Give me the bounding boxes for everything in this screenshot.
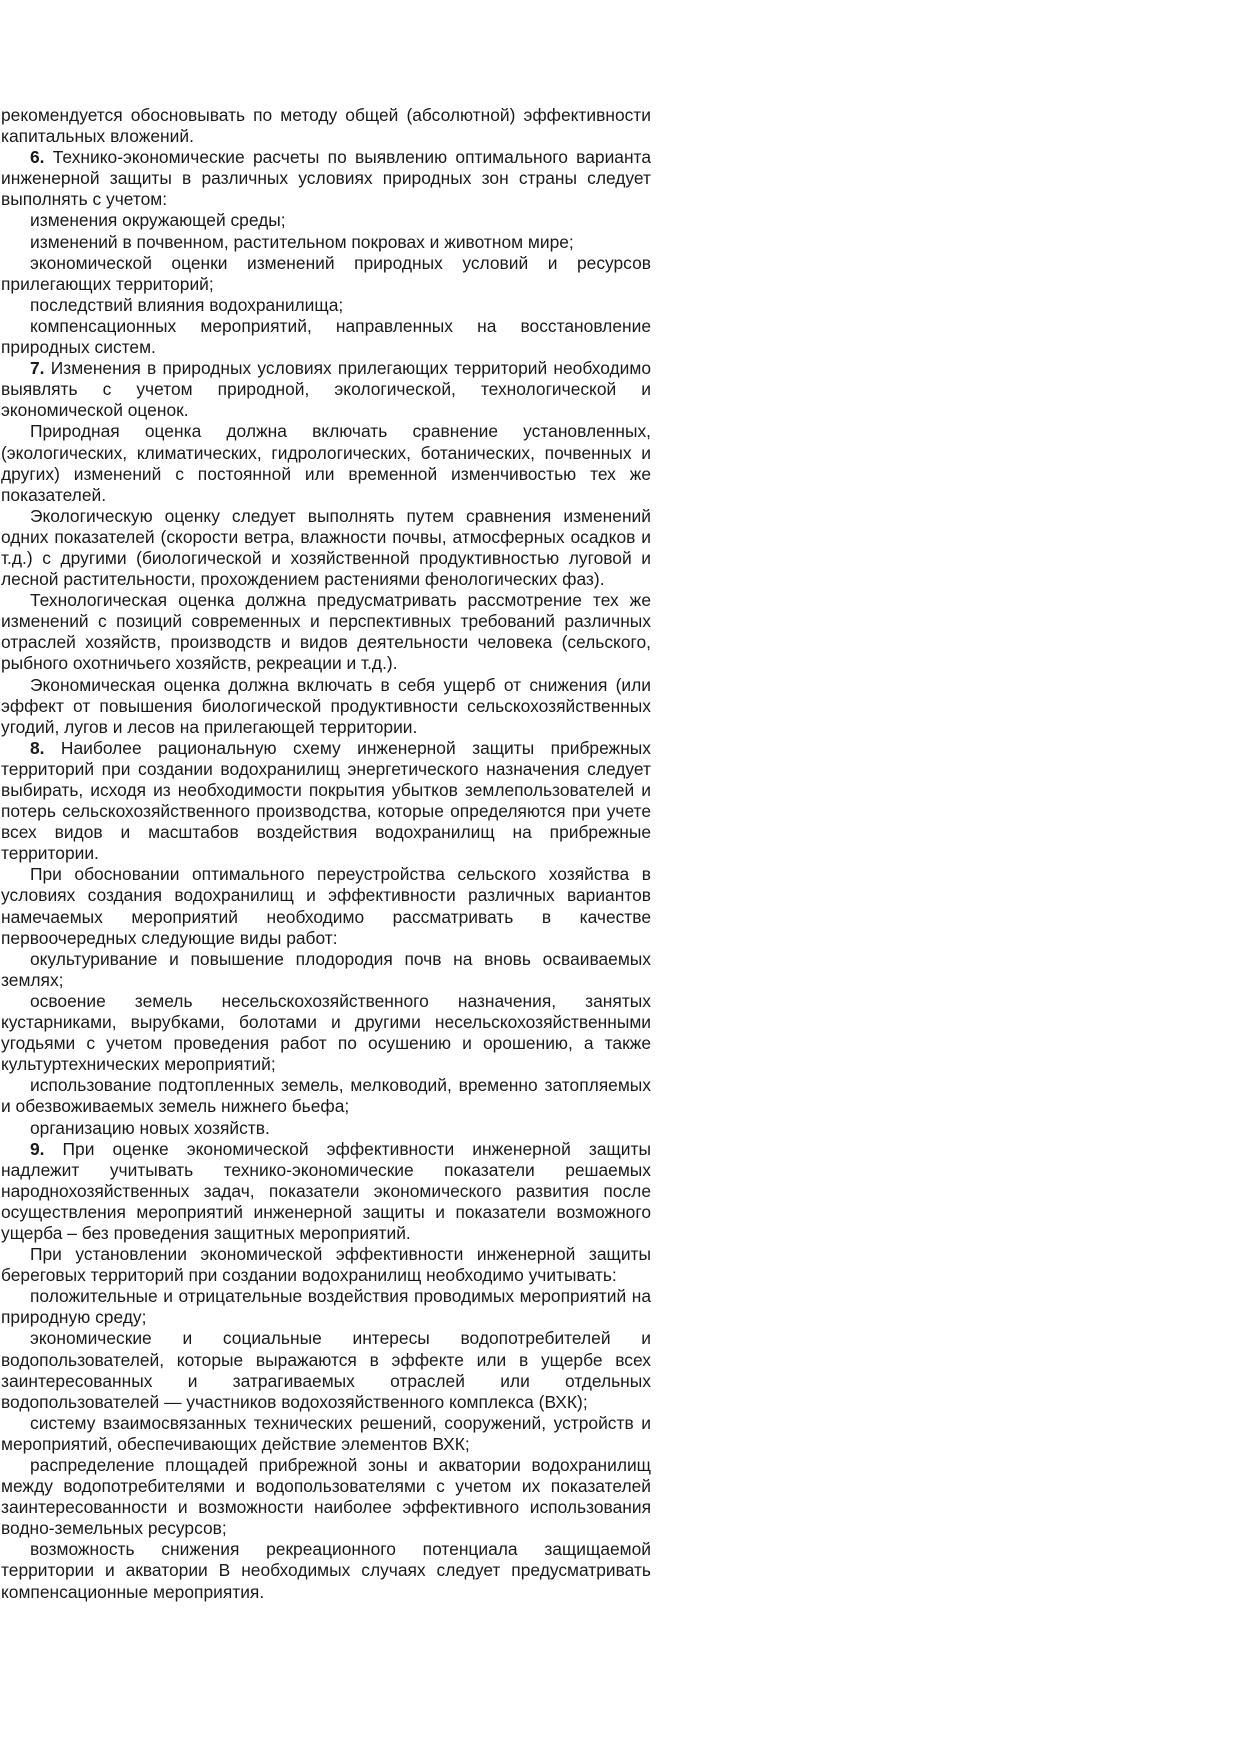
paragraph-text: изменений в почвенном, растительном покровах и животном мире; (30, 231, 574, 252)
paragraph-text: Экологическую оценку следует выполнять путем сравнения изменений одних показателей (скорости ветра, влажности почвы, атмосферных осадков и т.д.) с другими (биологической и хозяйственной продуктивностью луговой и лесной растительности, прохождением растениями фенологических фаз). (1, 505, 651, 590)
paragraph (1, 1244, 651, 1286)
clause-number: 6. (30, 147, 45, 168)
paragraph-text: использование подтопленных земель, мелководий, временно затопляемых и обезвоживаемых земель нижнего бьефа; (1, 1075, 651, 1117)
paragraph-text: возможность снижения рекреационного потенциала защищаемой территории и акватории В необходимых случаях следует предусматривать компенсационные мероприятия. (1, 1539, 651, 1602)
paragraph (1, 253, 651, 295)
paragraph-text: При обосновании оптимального переустройства сельского хозяйства в условиях создания водохранилищ и эффективности различных вариантов намечаемых мероприятий необходимо рассматривать в качестве первоочередных следующие виды работ: (1, 864, 651, 948)
paragraph (1, 147, 651, 210)
clause-number: 7. (30, 358, 45, 379)
paragraph (1, 295, 651, 316)
paragraph-text: последствий влияния водохранилища; (30, 294, 344, 315)
paragraph-text: экономические и социальные интересы водопотребителей и водопользователей, которые выражаются в эффекте или в ущербе всех заинтересованных и затрагиваемых отраслей или отдельных водопользователей — участников водохозяйственного комплекса (ВХК); (1, 1328, 651, 1412)
paragraph (1, 590, 651, 674)
paragraph (1, 1139, 651, 1244)
paragraph-text: Природная оценка должна включать сравнение установленных, (экологических, климатических, гидрологических, ботанических, почвенных и других) изменений с постоянной или временной изменчивостью тех же показателей. (1, 421, 651, 505)
paragraph-text: систему взаимосвязанных технических решений, сооружений, устройств и мероприятий, обеспечивающих действие элементов ВХК; (1, 1412, 651, 1454)
paragraph-text: Экономическая оценка должна включать в себя ущерб от снижения (или эффект от повышения биологической продуктивности сельскохозяйственных угодий, лугов и лесов на прилегающей территории. (1, 674, 651, 737)
paragraph (1, 358, 651, 421)
paragraph-text: Наиболее рациональную схему инженерной защиты прибрежных территорий при создании водохранилищ энергетического назначения следует выбирать, исходя из необходимости покрытия убытков землепользователей и потерь сельскохозяйственного производства, которые определяются при учете всех видов и масштабов воздействия водохранилищ на прибрежные территории. (1, 737, 651, 864)
clause-number: 8. (30, 737, 45, 758)
paragraph-text: Технико-экономические расчеты по выявлению оптимального варианта инженерной защиты в различных условиях природных зон страны следует выполнять с учетом: (1, 147, 651, 210)
paragraph (1, 1286, 651, 1328)
paragraph-text: экономической оценки изменений природных условий и ресурсов прилегающих территорий; (1, 252, 651, 294)
paragraph-text: распределение площадей прибрежной зоны и акватории водохранилищ между водопотребителями и водопользователями с учетом их показателей заинтересованности и возможности наиболее эффективного использования водно-земельных ресурсов; (1, 1455, 651, 1539)
paragraph-text: окультуривание и повышение плодородия почв на вновь осваиваемых землях; (1, 948, 651, 990)
paragraph (1, 1328, 651, 1412)
paragraph (1, 675, 651, 738)
paragraph-text: изменения окружающей среды; (30, 210, 286, 231)
paragraph-text: положительные и отрицательные воздействия проводимых мероприятий на природную среду; (1, 1286, 651, 1328)
paragraph-text: При установлении экономической эффективности инженерной защиты береговых территорий при создании водохранилищ необходимо учитывать: (1, 1244, 651, 1286)
paragraph (1, 1413, 651, 1455)
paragraph-text: Технологическая оценка должна предусматривать рассмотрение тех же изменений с позиций современных и перспективных требований различных отраслей хозяйств, производств и видов деятельности человека (сельского, рыбного охотничьего хозяйств, рекреации и т.д.). (1, 590, 651, 674)
paragraph (1, 864, 651, 948)
paragraph-text: рекомендуется обосновывать по методу общей (абсолютной) эффективности капитальных вложений. (1, 105, 651, 147)
paragraph (1, 738, 651, 865)
paragraph (1, 1455, 651, 1539)
paragraph-text: организацию новых хозяйств. (30, 1117, 270, 1138)
paragraph (1, 105, 651, 147)
paragraph (1, 421, 651, 505)
paragraph (1, 949, 651, 991)
paragraph (1, 1118, 651, 1139)
paragraph (1, 506, 651, 590)
paragraph (1, 1075, 651, 1117)
paragraph (1, 210, 651, 231)
paragraph-text: компенсационных мероприятий, направленных на восстановление природных систем. (1, 315, 651, 358)
paragraph (1, 1539, 651, 1602)
paragraph (1, 316, 651, 358)
paragraph-text: При оценке экономической эффективности инженерной защиты надлежит учитывать технико-экономические показатели решаемых народнохозяйственных задач, показатели экономического развития после осуществления мероприятий инженерной защиты и показатели возможного ущерба – без проведения защитных мероприятий. (1, 1138, 651, 1243)
document-body (1, 105, 651, 1603)
paragraph-text: Изменения в природных условиях прилегающих территорий необходимо выявлять с учетом природной, экологической, технологической и экономической оценок. (1, 358, 651, 421)
paragraph (1, 232, 651, 253)
paragraph-text: освоение земель несельскохозяйственного назначения, занятых кустарниками, вырубками, болотами и другими несельскохозяйственными угодьями с учетом проведения работ по осушению и орошению, а также культуртехнических мероприятий; (1, 990, 651, 1075)
clause-number: 9. (30, 1138, 45, 1159)
paragraph (1, 991, 651, 1075)
